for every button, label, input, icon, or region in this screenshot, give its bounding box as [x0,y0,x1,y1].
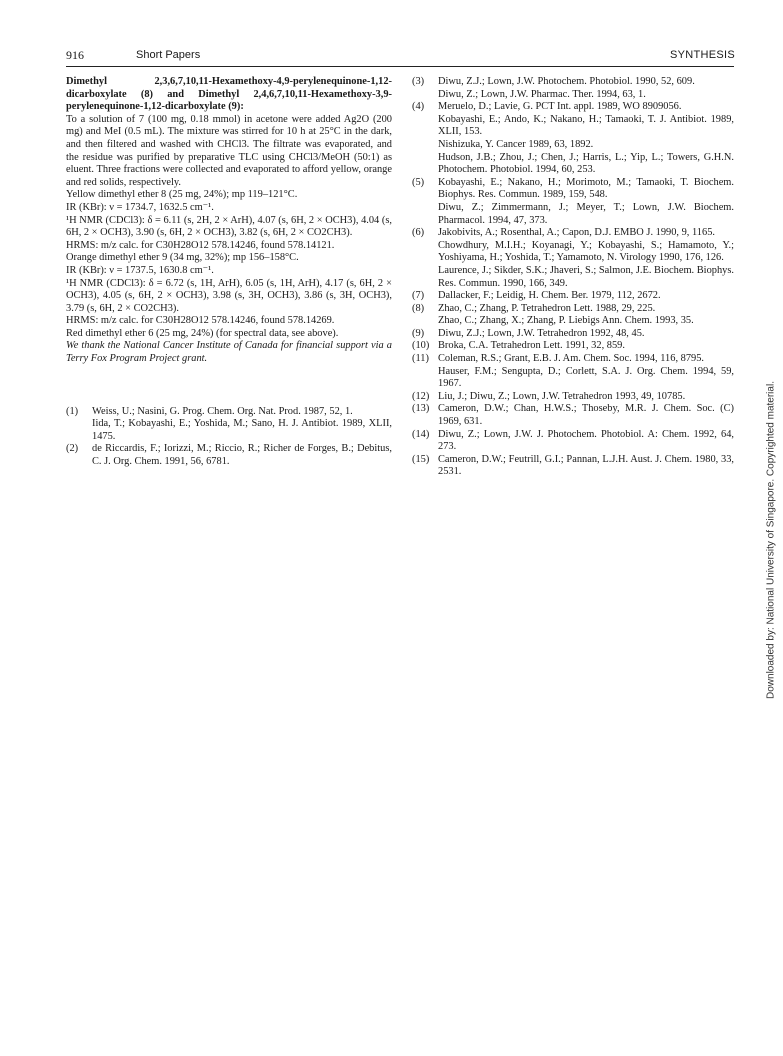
reference-number: (5) [412,176,425,188]
experimental-paragraph: To a solution of 7 (100 mg, 0.18 mmol) in acetone were added Ag2O (200 mg) and MeI (0.5 mL). The mixture was stirred for 10 h at 25°C in the dark, and then filtered and washed with CHCl3. The filtrate was evaporated, and the residue was purified by preparative TLC using CHCl3/MeOH (50:1) as eluent. Three fractions were collected and evaporated to afford yellow, orange and red solids, respectively. [66,113,392,188]
reference-number: (6) [412,227,425,239]
experimental-title: Dimethyl 2,3,6,7,10,11-Hexamethoxy-4,9-perylenequinone-1,12-dicarboxylate (8) and Dimethyl 2,4,6,7,10,11-Hexamethoxy-3,9-perylenequinone-1,12-dicarboxylate (9): [66,76,392,113]
experimental-paragraph: ¹H NMR (CDCl3): δ = 6.11 (s, 2H, 2 × ArH), 4.07 (s, 6H, 2 × OCH3), 4.04 (s, 6H, 2 × OCH3), 3.90 (s, 6H, 2 × OCH3), 3.82 (s, 6H, 2 × CO2CH3). [66,214,392,239]
reference-number: (15) [412,453,430,465]
reference-line: Zhao, C.; Zhang, P. Tetrahedron Lett. 1988, 29, 225. [438,302,656,314]
left-column [66,76,392,469]
reference-line: Nishizuka, Y. Cancer 1989, 63, 1892. [438,138,594,150]
reference-line: Kobayashi, E.; Ando, K.; Nakano, H.; Tamaoki, T. J. Antibiot. 1989, XLII, 153. [438,113,734,138]
reference-list [412,76,734,479]
reference-line: Jakobivits, A.; Rosenthal, A.; Capon, D.J. EMBO J. 1990, 9, 1165. [438,227,715,239]
reference-line: Diwu, Z.; Lown, J.W. Pharmac. Ther. 1994, 63, 1. [438,88,646,100]
reference-item [412,391,734,404]
section-title: Short Papers [136,49,201,61]
reference-line: Zhao, C.; Zhang, X.; Zhang, P. Liebigs Ann. Chem. 1993, 35. [438,315,694,327]
reference-item [66,406,392,444]
reference-line: Hauser, F.M.; Sengupta, D.; Corlett, S.A. J. Org. Chem. 1994, 59, 1967. [438,365,734,390]
reference-item [412,177,734,227]
reference-number: (10) [412,340,430,352]
reference-line: Diwu, Z.J.; Lown, J.W. Tetrahedron 1992, 48, 45. [438,327,645,339]
reference-item [412,76,734,101]
reference-number: (11) [412,353,429,365]
right-column [412,76,734,479]
reference-number: (12) [412,390,430,402]
reference-number: (3) [412,76,425,87]
acknowledgement: We thank the National Cancer Institute of Canada for financial support via a Terry Fox Program Project grant. [66,340,392,365]
reference-line: de Riccardis, F.; Iorizzi, M.; Riccio, R.; Richer de Forges, B.; Debitus, C. J. Org. Chem. 1991, 56, 6781. [92,443,392,468]
reference-number: (14) [412,428,430,440]
reference-line: Cameron, D.W.; Feutrill, G.I.; Pannan, L.J.H. Aust. J. Chem. 1980, 33, 2531. [438,453,734,478]
reference-line: Kobayashi, E.; Nakano, H.; Morimoto, M.; Tamaoki, T. Biochem. Biophys. Res. Commun. 1989, 159, 548. [438,176,734,201]
reference-number: (13) [412,403,430,415]
page-number: 916 [66,48,84,62]
reference-line: Chowdhury, M.I.H.; Koyanagi, Y.; Kobayashi, S.; Hamamoto, Y.; Yoshiyama, H.; Yoshida, T.; Yamamoto, N. Virology 1990, 176, 126. [438,239,734,264]
reference-line: Diwu, Z.; Lown, J.W. J. Photochem. Photobiol. A: Chem. 1992, 64, 273. [438,428,734,453]
reference-line: Weiss, U.; Nasini, G. Prog. Chem. Org. Nat. Prod. 1987, 52, 1. [92,405,353,417]
reference-line: Hudson, J.B.; Zhou, J.; Chen, J.; Harris, L.; Yip, L.; Towers, G.H.N. Photochem. Photobiol. 1994, 60, 253. [438,151,734,176]
reference-line: Cameron, D.W.; Chan, H.W.S.; Thoseby, M.R. J. Chem. Soc. (C) 1969, 631. [438,403,734,428]
reference-item [412,227,734,290]
reference-number: (2) [66,443,79,455]
reference-number: (9) [412,327,425,339]
experimental-paragraph: Red dimethyl ether 6 (25 mg, 24%) (for spectral data, see above). [66,327,339,339]
header-rule [66,66,734,67]
reference-item [412,303,734,328]
reference-line: Laurence, J.; Sikder, S.K.; Jhaveri, S.; Salmon, J.E. Biochem. Biophys. Res. Commun. 1990, 166, 349. [438,264,734,289]
reference-item [412,353,734,391]
reference-item [66,443,392,468]
experimental-paragraph: Yellow dimethyl ether 8 (25 mg, 24%); mp 119–121°C. [66,189,298,201]
reference-item [412,290,734,303]
reference-line: Diwu, Z.; Zimmermann, J.; Meyer, T.; Lown, J.W. Biochem. Pharmacol. 1994, 47, 373. [438,201,734,226]
reference-number: (8) [412,302,425,314]
reference-line: Dallacker, F.; Leidig, H. Chem. Ber. 1979, 112, 2672. [438,290,661,302]
reference-list [66,406,392,469]
reference-item [412,340,734,353]
reference-line: Broka, C.A. Tetrahedron Lett. 1991, 32, 859. [438,340,625,352]
reference-line: Liu, J.; Diwu, Z.; Lown, J.W. Tetrahedron 1993, 49, 10785. [438,390,686,402]
experimental-paragraph: ¹H NMR (CDCl3): δ = 6.72 (s, 1H, ArH), 6.05 (s, 1H, ArH), 4.17 (s, 6H, 2 × OCH3), 4.05 (s, 6H, 2 × OCH3), 3.98 (s, 3H, OCH3), 3.86 (s, 3H, OCH3), 3.79 (s, 6H, 2 × CO2CH3). [66,277,392,314]
journal-name: SYNTHESIS [670,49,736,61]
experimental-paragraph: HRMS: m/z calc. for C30H28O12 578.14246, found 578.14269. [66,315,335,327]
download-watermark: Downloaded by: National University of Singapore. Copyrighted material. [765,381,777,699]
reference-number: (7) [412,290,425,302]
reference-line: Coleman, R.S.; Grant, E.B. J. Am. Chem. Soc. 1994, 116, 8795. [438,353,705,365]
experimental-paragraph: Orange dimethyl ether 9 (34 mg, 32%); mp 156–158°C. [66,252,299,264]
reference-number: (1) [66,405,79,417]
reference-item [412,328,734,341]
reference-line: Diwu, Z.J.; Lown, J.W. Photochem. Photobiol. 1990, 52, 609. [438,76,695,87]
reference-line: Iida, T.; Kobayashi, E.; Yoshida, M.; Sano, H. J. Antibiot. 1989, XLII, 1475. [92,418,392,442]
reference-line: Meruelo, D.; Lavie, G. PCT Int. appl. 1989, WO 8909056. [438,101,682,113]
experimental-paragraph: IR (KBr): ν = 1737.5, 1630.8 cm⁻¹. [66,264,214,276]
reference-item [412,429,734,454]
reference-item [412,454,734,479]
reference-item [412,101,734,177]
experimental-paragraph: IR (KBr): ν = 1734.7, 1632.5 cm⁻¹. [66,201,214,213]
experimental-paragraph: HRMS: m/z calc. for C30H28O12 578.14246, found 578.14121. [66,239,335,251]
reference-item [412,403,734,428]
reference-number: (4) [412,101,425,113]
